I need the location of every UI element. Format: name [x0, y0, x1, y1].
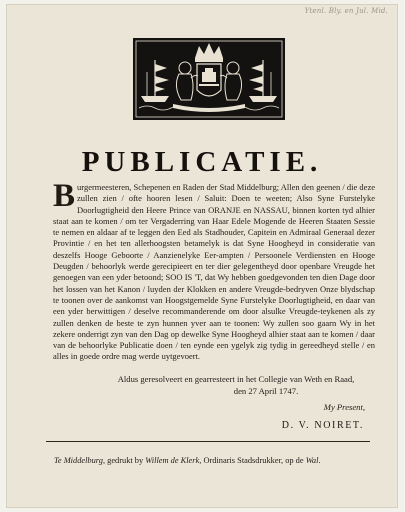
handwritten-annotation: Ytenl. Bly. en Jul. Mid.: [304, 7, 388, 15]
imprint-street: Wal: [305, 456, 319, 465]
coat-of-arms-illustration: [133, 38, 285, 120]
presens-line: My Present,: [323, 402, 365, 412]
signatory-name: D. V. NOIRET.: [281, 420, 364, 431]
proclamation-body: urgermeesteren, Schepenen en Raden der Stad Middelburg; Allen den geenen / die deze zullen zien / ofte hooren lesen / Saluit: Doen te weeten; Also Syne Furstelyke Doorlugtigheid den Heere Prince van ORANJE en NASSAU, binnen korten tyd alhier staat aan te komen / om ter Vergaderring van Haar Edele Mogende de Heeren Staaten Sessie te nemen en aldaar af te leggen den Eed als Stadhouder, Capitein en Admiraal Generaal dezer Provintie / en het ten allerhoogsten betamelyk is dat Syne Hoogheyd in consideratie van deszelfs Hooge Geboorte / Aanzienelyke Eer-ampten / Persoonele Verdiensten en Hooge Deugden / behoorlyk werde gerecipieert en ter dier gelegentheyd door openbare Vreugde het genoegen van een yder betoond; SOO IS 'T, dat Wy hebben goedgevonden ten dien Dage door het lossen van het Kanon / luyden der Klokken en andere Vreugde-bedryven Onze blydschap te toonen over de aankomst van Hoogstgemelde Syne Furstelyke Doorlugtigheid, en daar van een yder berwittigen / deselve recommanderende om door alsulke Vreugde-teykenen als zy zullen denken de beste te zyn hunnen yver aan te toonen: Wy zullen soo gaarn Wy in het zekere onderrigt zyn van den Dag op dewelke Syne Hoogheyd alhier staat aan te komen / daar van de behoorlyke Publicatie doen / ten eynde een ygelyk zig tydig in gereedheyd stelle / en alles in goede ordre mag werde uytgevoert.: [53, 182, 375, 362]
imprint-printer: Willem de Klerk: [145, 456, 200, 465]
coat-of-arms-woodcut: [133, 38, 285, 120]
imprint-text-2: , Ordinaris Stadsdrukker, op de: [199, 456, 306, 465]
closing-date: den 27 April 1747.: [233, 386, 299, 396]
closing-line: Aldus geresolveert en gearresteert in het Collegie van Weth en Raad,: [117, 374, 355, 384]
drop-cap: B: [53, 178, 76, 214]
document-title: PUBLICATIE.: [81, 146, 323, 178]
closing-resolution: [96, 373, 376, 397]
imprint-text-1: , gedrukt by: [102, 456, 146, 465]
publication-sheet: [6, 4, 398, 508]
printer-imprint: [54, 456, 374, 465]
imprint-divider: [46, 441, 370, 442]
imprint-place: Te Middelburg: [54, 456, 103, 465]
imprint-end: .: [318, 456, 321, 465]
proclamation-text: [53, 178, 375, 363]
